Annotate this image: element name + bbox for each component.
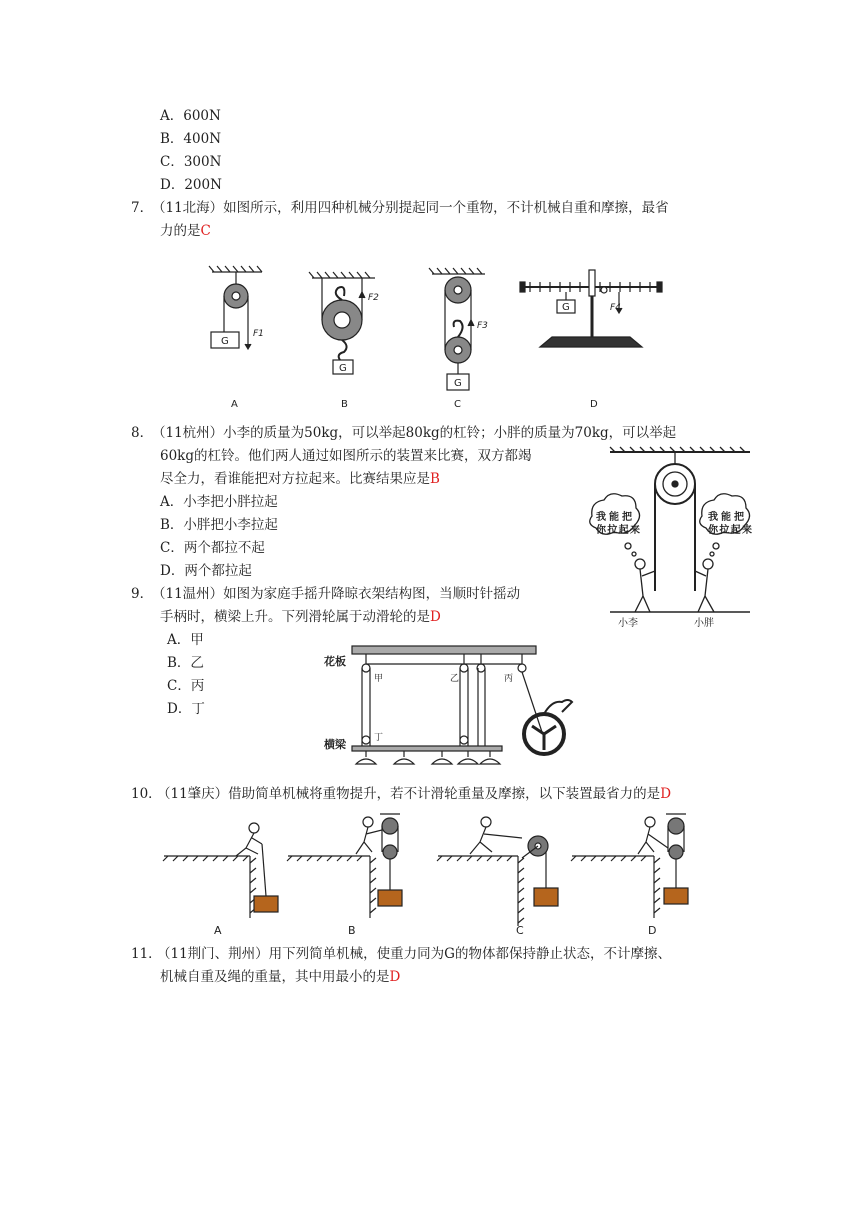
q8-option-a: A．小李把小胖拉起 [160,494,278,510]
q7-weight-c: G [454,378,462,389]
q8-figure [590,446,760,631]
q8-option-b: B．小胖把小李拉起 [160,517,278,533]
q8-text-line1: （11杭州）小李的质量为50kg，可以举起80kg的杠铃；小胖的质量为70kg，可以举起 [152,425,677,441]
q9-number: 9． [131,586,154,602]
svg-text:我能把: 我能把 [708,512,744,523]
q9-figure [318,636,578,776]
q6-option-a: A．600N [160,108,221,124]
q8-name-left: 小李 [618,618,638,629]
q11-number: 11． [131,946,162,962]
q8-bubble-left-1: 我能把 [596,512,632,523]
q6-option-d: D．200N [160,177,222,193]
q7-figure [200,262,680,412]
q7-text-line2: 力的是C [160,223,211,239]
q7-label-a: A [231,399,238,410]
q11-text-line1: （11荆门、荆州）用下列简单机械，使重力同为G的物体都保持静止状态，不计摩擦、 [157,946,671,962]
q8-text-line2: 60kg的杠铃。他们两人通过如图所示的装置来比赛，双方都竭 [160,448,532,464]
q8-option-d: D．两个都拉起 [160,563,252,579]
q7-weight-a: G [221,336,229,347]
q8-answer: B [430,471,440,487]
q7-label-d: D [590,399,598,410]
q7-label-c: C [454,399,461,410]
q9-text-line1: （11温州）如图为家庭手摇升降晾衣架结构图，当顺时针摇动 [152,586,521,602]
q7-answer: C [200,223,211,239]
q9-option-c: C．丙 [167,678,205,694]
q9-pulley-ding: 丁 [374,733,384,743]
q7-weight-b: G [339,363,347,374]
q10-label-a: A [214,924,222,937]
q7-force-f1: F1 [253,329,264,339]
q9-pulley-yi: 乙 [450,674,460,684]
q9-answer: D [430,609,441,625]
q7-force-f3: F3 [477,321,488,331]
q11-text-line2: 机械自重及绳的重量，其中用最小的是D [160,969,401,985]
q8-number: 8． [131,425,154,441]
q9-ceiling-label: 花板 [324,655,346,668]
q8-option-c: C．两个都拉不起 [160,540,265,556]
q8-text-line3: 尽全力，看谁能把对方拉起来。比赛结果应是B [160,471,440,487]
q7-text-line1: （11北海）如图所示，利用四种机械分别提起同一个重物，不计机械自重和摩擦，最省 [152,200,669,216]
q7-number: 7． [131,200,154,216]
q11-answer: D [389,969,401,985]
q9-pulley-jia: 甲 [374,674,384,684]
q6-option-b: B．400N [160,131,222,147]
q10-number: 10． [131,786,162,802]
q7-force-f2: F2 [368,293,379,303]
q9-beam-label: 横梁 [324,738,346,751]
q9-option-a: A．甲 [167,632,204,648]
q10-label-c: C [516,924,524,937]
svg-text:你拉起来: 你拉起来 [708,525,752,536]
q7-force-f4: F4 [610,303,621,313]
q10-text: （11肇庆）借助简单机械将重物提升，若不计滑轮重量及摩擦，以下装置最省力的是D [157,786,672,802]
svg-text:你拉起来: 你拉起来 [596,525,640,536]
q7-label-b: B [341,399,348,410]
q8-name-right: 小胖 [694,618,714,629]
q10-label-d: D [648,924,657,937]
q7-weight-d: G [562,302,570,313]
q9-option-b: B．乙 [167,655,204,671]
q10-label-b: B [348,924,356,937]
q9-pulley-bing: 丙 [504,674,514,684]
q10-figure [162,808,732,940]
q9-option-d: D．丁 [167,701,205,717]
q10-answer: D [660,786,672,802]
q9-text-line2: 手柄时，横梁上升。下列滑轮属于动滑轮的是D [160,609,441,625]
q6-option-c: C．300N [160,154,222,170]
